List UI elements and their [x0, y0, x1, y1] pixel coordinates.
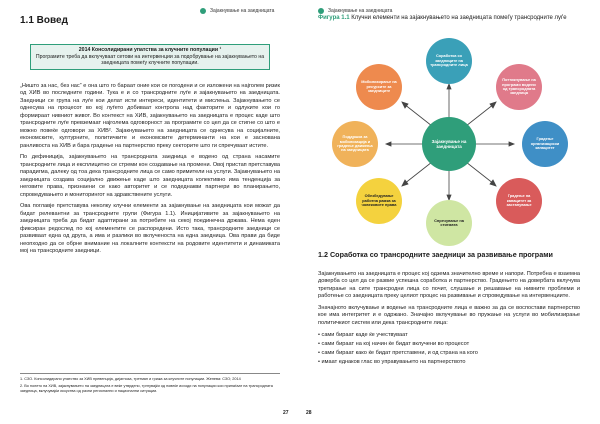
diagram-node-label: Градење на капацитет за застапување [506, 193, 532, 208]
diagram-node-label: Соработка со заедниците на трансродните лица [430, 53, 468, 68]
diagram-node [522, 121, 568, 167]
diagram-node-label: Поттикнување на програми водени од трансродната заедница [502, 77, 536, 96]
diagram-node [426, 38, 472, 84]
center-node [422, 117, 476, 171]
diagram-node [426, 200, 472, 246]
highlight-box [30, 44, 270, 70]
right-header-text: Зајакнување на заедницата [328, 8, 393, 14]
chapter-dot-icon [318, 8, 324, 14]
page-number-right: 28 [306, 410, 312, 416]
bullet-item: • сами бираат на кој начин ќе бидат вклучени во процесот [318, 340, 580, 349]
paragraph: „Ништо за нас, без нас“ е она што го бараат оние кои се погодени и се изложени на најголем ризик од ХИВ во последните години. Тука е и со трансродните луѓе и зајакнувањето на заедницата. Заедници се група на луѓе кои делат исти интереси, идентитети и мислења. Зајакнувањето се однесува на процесот во кој луѓето добиваат контрола над факторите и одлуките кои го формираат нивниот живот. Во контекст на ХИВ, зајакнувањето на заедницата е процес каде што трансродните луѓе превземаат најголема одговорност за програмите со цел да се стигне со што е можно повеќе одговори за ХИВ². Зајакнувањето на заедницата се однесува на социјалните, економските, културните, политичките и економските детерминанти на кои е заснована ранливоста на ХИВ и бара градење на партнерство преку секторите што ги спречуваат истите. [20, 83, 280, 149]
diagram-node [496, 178, 542, 224]
diagram-node-label: Мобилизирање на ресурсите за заедниците [361, 79, 397, 94]
bullet-item: • имаат еднаков глас во управувањето на партнерството [318, 358, 580, 367]
paragraph: Ова поглавје претставува неколку клучни елементи за зајакнување на заедницата кои можат да бидат релевантни за трансродните групи (Фигура 1.1). Иницијативите за зајакнувањето на заедницата треба да бидат адаптирани за потребите на секој поединечна држава. Нема еден фиксиран редослед по кој елементите се распоредени. Исто така, трансродните заедници се развиваат една од друга, а има и разлики во вклученоста на една заедница. Ова прави да биде неопходно да се обрне внимание на локалните контексти на родовите идентитети и динамиката мој на трансродните заедници. [20, 203, 280, 255]
section-title-2: 1.2 Соработка со трансродните заедници за развивање програми [318, 250, 553, 259]
section-title: 1.1 Вовед [20, 15, 68, 26]
page-number-left: 27 [283, 410, 289, 416]
paragraph: Значајното вклучување и водење на трансродните лица е важно за да се воспостави партнерство кое има интегритет и е одржано. Значајно вклучување во пружање на услуги во мобилизирање политичкиот систем или дека трансродните лица: [318, 304, 580, 326]
diagram-node [356, 64, 402, 110]
diagram-node-label: Поддршка за мобилизација и градење движења на заедницата [337, 134, 373, 153]
diagram-node-label: Обезбедување работна рамка за човековите права [361, 193, 397, 208]
community-empowerment-diagram [318, 34, 580, 246]
left-page-header [200, 6, 274, 16]
right-body [318, 271, 580, 367]
figure-caption-label: Фигура 1.1 [318, 15, 350, 21]
diagram-node-label: Спречување на стигмата [434, 217, 464, 227]
diagram-node [496, 64, 542, 110]
chapter-dot-icon [200, 8, 206, 14]
left-body [20, 83, 280, 260]
figure-caption-text: Клучни елементи на зајакнувањето на заедницата помеѓу трансродните луѓе [351, 15, 567, 21]
center-node-label: Зајакнување на заедницата [431, 138, 467, 149]
diagram-node [332, 121, 378, 167]
diagram-node [356, 178, 402, 224]
paragraph: По дефиниција, зајакнувањето на трансродната заедница е водено од страна насамите трансродните лица и експлицитно се стреми кон создавање на промени. Овој пристап претставува парадигма, далеку од тоа дека трансродните лица се само примители на услуги. Зајакнувањето на заедницата создава социјално движење каде што заедницата колективно има тенденција за неговите права, признаени се како авторитет и се подеднакви партнери во планирањето, спроведувањето и мониторингот на здравствените услуги. [20, 154, 280, 198]
bullet-item: • сами бираат каде ќе учествуваат [318, 331, 580, 340]
highlight-box-text: Програмите треба да вклучуваат сетови на интервенции за подобрување на зајакнувањето на заедницата помеѓу клучните популации. [35, 53, 265, 66]
footnote: 1. СЗО. Консолидирано упатство за ХИВ превенција, дијагноза, третман и грижа за клучните популации. Женева: СЗО; 2014 [20, 377, 241, 381]
paragraph: Зајакнувањето на заедницата е процес кој одзема значително време и напори. Потребна е взаемна доверба со цел да се развие успешна соработка и партнерство. Градењето на довербата вклучува третирање на сите трансродни лица со почит, слушање и решавање на нивните проблеми и работење со заедницата преку целиот процес на развивање и спроведување на интервенциите. [318, 271, 580, 300]
footnote: 2. Во полето на ХИВ, зајакнувањето на заедницата е веќе утврдено, тргнувајќи од повеќе исходи на популации кои припаѓаат на трансродната заедница, вклучувајќи искуства од разни регионални и национални ситуации. [20, 383, 273, 393]
figure-caption [318, 15, 580, 23]
highlight-box-title: 2014 Консолидирани упатства за клучните популации ¹ [78, 47, 222, 53]
right-page [300, 0, 600, 424]
bullet-item: • сами бираат како ќе бидат претставени, и од страна на кого [318, 349, 580, 358]
footnotes [20, 373, 280, 396]
diagram-node-label: Градење организациски капацитет [530, 136, 560, 151]
bullet-list [318, 331, 580, 367]
left-header-text: Зајакнување на заедницата [210, 8, 275, 14]
